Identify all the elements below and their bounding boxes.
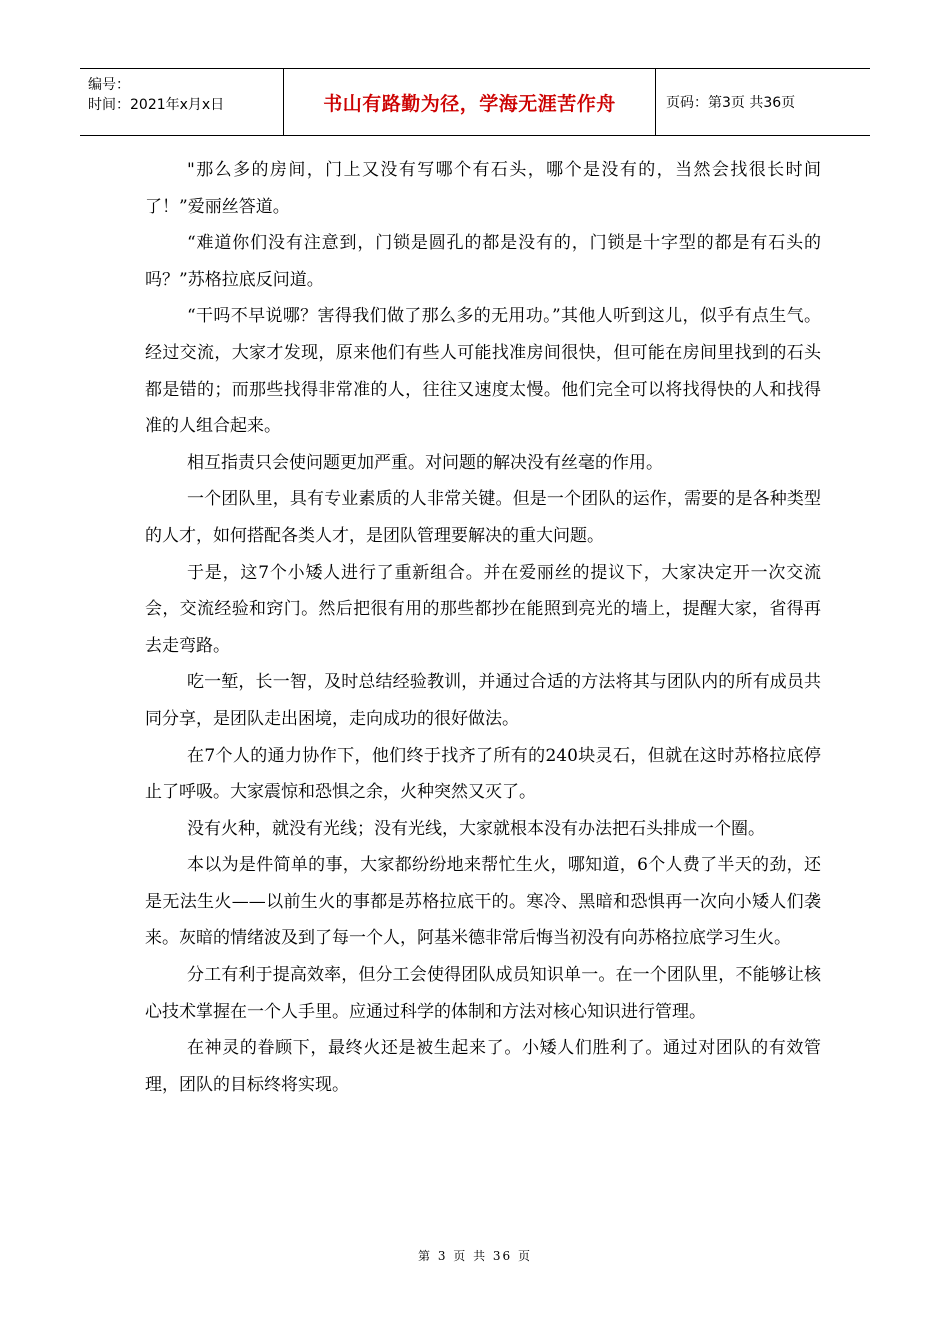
paragraph: "那么多的房间，门上又没有写哪个有石头，哪个是没有的，当然会找很长时间了！”爱丽丝答道。	[145, 160, 821, 217]
paragraph: 一个团队里，具有专业素质的人非常关键。但是一个团队的运作，需要的是各种类型的人才，如何搭配各类人才，是团队管理要解决的重大问题。	[145, 489, 821, 546]
paragraph: 在神灵的眷顾下，最终火还是被生起来了。小矮人们胜利了。通过对团队的有效管理，团队的目标终将实现。	[145, 1038, 821, 1095]
paragraph: 于是，这7个小矮人进行了重新组合。并在爱丽丝的提议下，大家决定开一次交流会，交流经验和窍门。然后把很有用的那些都抄在能照到亮光的墙上，提醒大家，省得再去走弯路。	[145, 562, 821, 656]
header-motto: 书山有路勤为径，学海无涯苦作舟	[284, 69, 656, 135]
paragraph: 相互指责只会使问题更加严重。对问题的解决没有丝毫的作用。	[187, 452, 663, 473]
paragraph: “难道你们没有注意到，门锁是圆孔的都是没有的，门锁是十字型的都是有石头的吗？”苏格拉底反问道。	[145, 233, 821, 290]
page-footer: 第 3 页 共 36 页	[418, 1249, 532, 1263]
document-date-label: 时间：2021年x月x日	[88, 97, 225, 113]
paragraph: 本以为是件简单的事，大家都纷纷地来帮忙生火，哪知道，6个人费了半天的劲，还是无法生火——以前生火的事都是苏格拉底干的。寒冷、黑暗和恐惧再一次向小矮人们袭来。灰暗的情绪波及到了每一个人，阿基米德非常后悔当初没有向苏格拉底学习生火。	[145, 855, 821, 949]
paragraph: 分工有利于提高效率，但分工会使得团队成员知识单一。在一个团队里，不能够让核心技术掌握在一个人手里。应通过科学的体制和方法对核心知识进行管理。	[145, 965, 821, 1022]
document-number-label: 编号：	[88, 77, 130, 93]
paragraph: “干吗不早说哪？害得我们做了那么多的无用功。”其他人听到这儿，似乎有点生气。经过交流，大家才发现，原来他们有些人可能找准房间很快，但可能在房间里找到的石头都是错的；而那些找得非常准的人，往往又速度太慢。他们完全可以将找得快的人和找得准的人组合起来。	[145, 306, 821, 437]
header-meta-cell	[80, 69, 284, 135]
paragraph: 没有火种，就没有光线；没有光线，大家就根本没有办法把石头排成一个圈。	[187, 818, 765, 839]
header-page-info: 页码：第3页 共36页	[666, 95, 796, 111]
paragraph: 吃一堑，长一智，及时总结经验教训，并通过合适的方法将其与团队内的所有成员共同分享，是团队走出困境，走向成功的很好做法。	[145, 672, 821, 729]
paragraph: 在7个人的通力协作下，他们终于找齐了所有的240块灵石，但就在这时苏格拉底停止了呼吸。大家震惊和恐惧之余，火种突然又灭了。	[145, 745, 821, 803]
header-table	[80, 68, 870, 136]
document-body	[145, 152, 821, 1103]
